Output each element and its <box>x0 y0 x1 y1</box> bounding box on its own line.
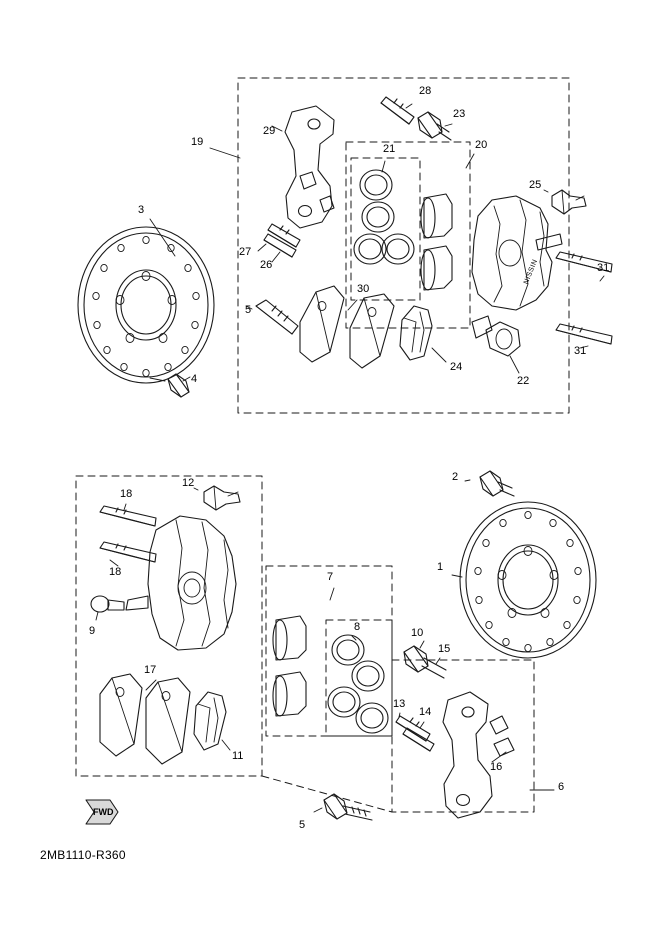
pistons-8 <box>328 635 388 733</box>
bolt-4 <box>168 374 189 397</box>
bleeder-screw-12 <box>204 486 240 510</box>
callout-22: 22 <box>517 375 530 387</box>
callout-7: 7 <box>327 571 334 583</box>
callout-25: 25 <box>529 179 542 191</box>
group-boundary-left-lower <box>76 476 262 776</box>
caliper-bracket-29 <box>285 106 334 228</box>
callout-3: 3 <box>138 204 145 216</box>
part-code: 2MB1110-R360 <box>40 848 126 862</box>
callout-8: 8 <box>354 621 361 633</box>
callout-12: 12 <box>182 477 195 489</box>
callout-4: 4 <box>191 373 198 385</box>
brake-pads-30 <box>300 283 432 368</box>
callout-29: 29 <box>263 125 276 137</box>
callout-18: 18 <box>120 488 133 500</box>
piston-cylinders-20 <box>421 194 452 290</box>
caliper-body-lower <box>91 516 236 650</box>
callout-13: 13 <box>393 698 406 710</box>
callout-6: 6 <box>558 781 565 793</box>
caliper-body-upper <box>472 196 562 356</box>
callout-2: 2 <box>452 471 459 483</box>
bolts-18 <box>100 506 156 562</box>
callout-31-lower: 31 <box>574 345 587 357</box>
callout-15: 15 <box>438 643 451 655</box>
callout-17: 17 <box>144 664 157 676</box>
callout-21: 21 <box>383 143 396 155</box>
callout-31: 31 <box>597 262 610 274</box>
caliper-brand-text: NISSIN <box>522 258 540 286</box>
callout-20: 20 <box>475 139 488 151</box>
pistons-lower-7 <box>273 616 306 716</box>
brake-disc-1 <box>460 502 596 658</box>
callout-16: 16 <box>490 761 503 773</box>
brake-pads-17 <box>100 674 226 764</box>
bolts-26-27 <box>264 224 300 257</box>
callout-30: 30 <box>357 283 370 295</box>
brake-disc-3 <box>78 227 214 383</box>
callout-14: 14 <box>419 706 432 718</box>
callout-9: 9 <box>89 625 96 637</box>
group-connector <box>262 776 392 812</box>
fwd-label: FWD <box>93 807 114 817</box>
bolt-2 <box>480 471 514 496</box>
callout-11: 11 <box>232 750 244 762</box>
callout-19: 19 <box>191 136 204 148</box>
callout-5: 5 <box>245 304 252 316</box>
callout-23: 23 <box>453 108 466 120</box>
bolt-28 <box>381 97 414 124</box>
bolt-5-upper <box>256 300 298 334</box>
bolt-5-lower <box>324 794 372 820</box>
callout-27: 27 <box>239 246 252 258</box>
callout-18-lower: 18 <box>109 566 122 578</box>
bolts-13-14 <box>396 716 434 751</box>
pistons-21 <box>354 170 414 264</box>
callout-24: 24 <box>450 361 463 373</box>
group-boundary-6 <box>392 660 534 812</box>
callout-26: 26 <box>260 259 273 271</box>
callout-5-lower: 5 <box>299 819 306 831</box>
pad-shim-11 <box>194 692 226 750</box>
callout-10: 10 <box>411 627 424 639</box>
caliper-bracket-16 <box>443 692 514 818</box>
callout-28: 28 <box>419 85 432 97</box>
callout-1: 1 <box>437 561 444 573</box>
group-boundary-8 <box>326 620 392 736</box>
